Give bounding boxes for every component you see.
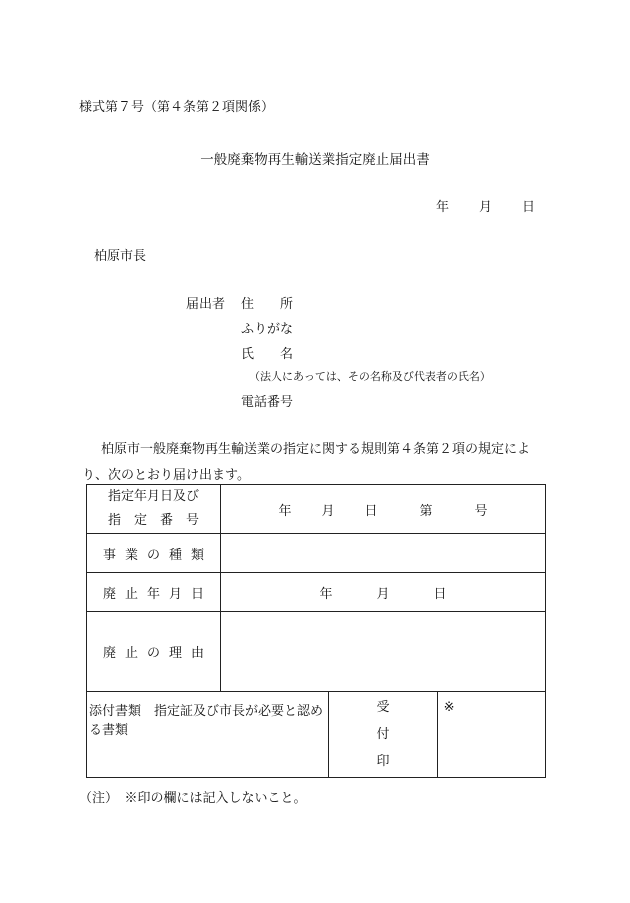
date-day: 日: [521, 200, 535, 215]
phone-label: 電話番号: [241, 395, 294, 410]
table-row: [87, 534, 546, 573]
designation-label-line1: 指定年月日及び: [107, 489, 199, 504]
address-label: 住 所: [241, 297, 294, 312]
receipt-char-2: 付: [376, 727, 390, 742]
office-use-mark: ※: [437, 692, 545, 778]
addressee: 柏原市長: [94, 249, 147, 264]
table-row: [87, 612, 546, 692]
corporate-note: （法人にあっては、その名称及び代表者の氏名）: [249, 370, 491, 383]
business-type-value[interactable]: [221, 534, 546, 573]
abolition-reason-label: [87, 612, 221, 692]
receipt-char-1: 受: [376, 700, 390, 715]
date-year: 年: [435, 200, 449, 215]
abolition-date-text: 廃 止 年 月 日: [103, 586, 204, 602]
abolition-reason-text: 廃 止 の 理 由: [103, 646, 204, 661]
document-title: 一般廃棄物再生輸送業指定廃止届出書: [200, 152, 430, 168]
abolition-month: 月: [376, 586, 390, 602]
date-month: 月: [478, 200, 492, 215]
designation-dai: 第: [419, 503, 433, 519]
designation-label: [87, 485, 221, 534]
submission-date: [436, 196, 535, 215]
designation-value[interactable]: [221, 485, 546, 534]
table-row: [87, 573, 546, 612]
designation-label-line2: 指 定 番 号: [107, 513, 199, 528]
footnote: （注） ※印の欄には記入しないこと。: [79, 791, 307, 806]
notification-table: [86, 484, 546, 778]
notifier-label: 届出者: [186, 297, 226, 312]
abolition-year: 年: [319, 586, 333, 602]
body-text: 柏原市一般廃棄物再生輸送業の指定に関する規則第４条第２項の規定により、次のとおり届け出ます。: [82, 442, 531, 483]
table-row: [87, 485, 546, 534]
abolition-day: 日: [433, 586, 447, 602]
attachments: 添付書類 指定証及び市長が必要と認める書類: [87, 692, 329, 778]
receipt-stamp: [329, 692, 437, 778]
form-number: 様式第７号（第４条第２項関係）: [79, 100, 275, 115]
designation-month: 月: [321, 503, 335, 519]
designation-go: 号: [474, 503, 488, 519]
name-label: 氏 名: [241, 347, 294, 362]
table-row: [87, 692, 546, 778]
abolition-reason-value[interactable]: [221, 612, 546, 692]
receipt-char-3: 印: [376, 754, 390, 769]
business-type-label: [87, 534, 221, 573]
abolition-date-value[interactable]: [221, 573, 546, 612]
business-type-text: 事 業 の 種 類: [103, 547, 204, 563]
designation-year: 年: [278, 503, 292, 519]
furigana-label: ふりがな: [241, 322, 294, 337]
abolition-date-label: [87, 573, 221, 612]
designation-day: 日: [364, 503, 378, 519]
